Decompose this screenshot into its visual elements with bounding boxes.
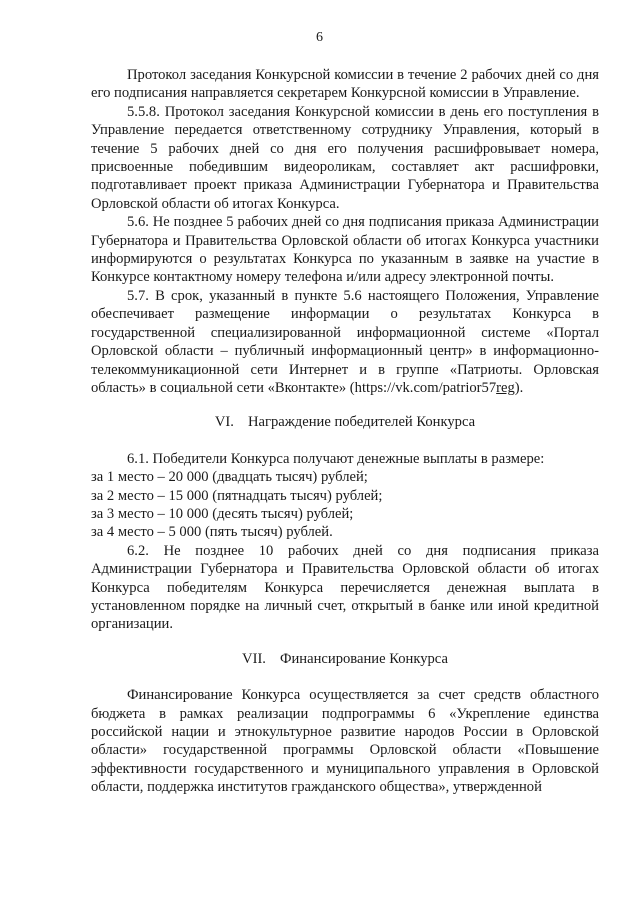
section-6-number: VI. — [214, 414, 234, 431]
page-number: 6 — [316, 30, 323, 45]
prize-line-3: за 3 место – 10 000 (десять тысяч) рублей; — [91, 505, 354, 522]
vk-link-suffix[interactable]: reg — [496, 379, 515, 396]
section-7-heading — [91, 650, 599, 668]
paragraph-5-7-text: 5.7. В срок, указанный в пункте 5.6 настоящего Положения, Управление обеспечивает размещение информации о результатах Конкурса в государственной специализированной информационной системе «Портал Орловской области – публичный информационный центр» в информационно-телекоммуникационной сети Интернет и в группе «Патриоты. Орловская область» в социальной сети «Вконтакте» (https://vk.com/patrior57 — [91, 287, 599, 396]
paragraph-protocol-intro: Протокол заседания Конкурсной комиссии в течение 2 рабочих дней со дня его подписания направляется секретарем Конкурсной комиссии в Управление. — [91, 67, 599, 102]
paragraph-7-financing: Финансирование Конкурса осуществляется за счет средств областного бюджета в рамках реализации подпрограммы 6 «Укрепление единства российской нации и этнокультурное развитие народов России в Орловской области» государственной программы Орловской области «Повышение эффективности государственного и муниципального управления в Орловской области, поддержка институтов гражданского общества», утвержденной — [91, 687, 599, 796]
paragraph-5-6: 5.6. Не позднее 5 рабочих дней со дня подписания приказа Администрации Губернатора и Правительства Орловской области об итогах Конкурса участники информируются о результатах Конкурса по указанным в заявке на участие в Конкурсе контактному номеру телефона и/или адресу электронной почты. — [91, 214, 599, 286]
section-6-title: Награждение победителей Конкурса — [247, 414, 476, 431]
prize-line-1: за 1 место – 20 000 (двадцать тысяч) рублей; — [91, 469, 368, 486]
document-body — [91, 66, 599, 797]
section-6-heading — [91, 413, 599, 431]
paragraph-5-7-end: ). — [514, 379, 524, 396]
paragraph-6-1: 6.1. Победители Конкурса получают денежные выплаты в размере: — [127, 450, 545, 467]
section-7-number: VII. — [242, 650, 266, 667]
section-7-title: Финансирование Конкурса — [279, 650, 448, 667]
prize-line-4: за 4 место – 5 000 (пять тысяч) рублей. — [91, 524, 333, 541]
paragraph-5-7 — [91, 287, 599, 397]
paragraph-5-5-8: 5.5.8. Протокол заседания Конкурсной комиссии в день его поступления в Управление передается ответственному сотруднику Управления, который в течение 5 рабочих дней со дня его получения расшифровывает номера, присвоенные победившим видеороликам, составляет акт расшифровки, подготавливает проект приказа Администрации Губернатора и Правительства Орловской области об итогах Конкурса. — [91, 103, 599, 212]
prize-line-2: за 2 место – 15 000 (пятнадцать тысяч) рублей; — [91, 487, 383, 504]
paragraph-6-2: 6.2. Не позднее 10 рабочих дней со дня подписания приказа Администрации Губернатора и Правительства Орловской области об итогах Конкурса победителям Конкурса перечисляется денежная выплата в установленном порядке на личный счет, открытый в банке или иной кредитной организации. — [91, 542, 599, 633]
